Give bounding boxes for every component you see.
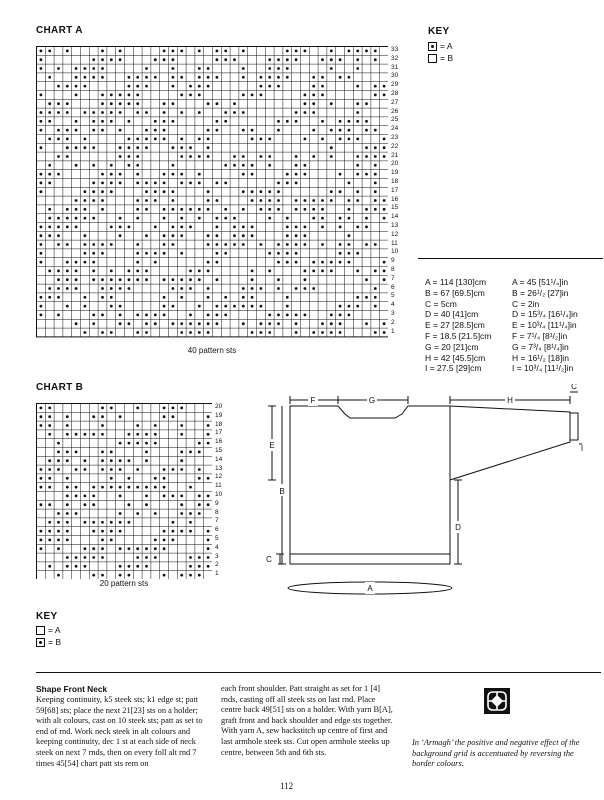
- schematic-label-c-cuff: C: [571, 384, 577, 391]
- chart-a-grid: [36, 46, 388, 344]
- row-label: 9: [215, 499, 219, 507]
- measurement-imperial: A = 45 [51¹/₄]in: [512, 277, 569, 287]
- measurement-imperial: D = 15³/₄ [16¹/₄]in: [512, 309, 578, 320]
- chart-a-width-label: 40 pattern sts: [187, 346, 237, 355]
- schematic-label-b: B: [279, 487, 285, 496]
- row-label: 8: [391, 266, 395, 273]
- row-label: 16: [215, 438, 223, 446]
- row-label: 28: [391, 90, 399, 97]
- row-label: 11: [391, 239, 398, 247]
- row-label: 16: [391, 195, 399, 203]
- schematic-label-c-rib: C: [266, 555, 272, 564]
- measurement-metric: G = 20 [21]cm: [425, 341, 479, 352]
- row-label: 21: [391, 151, 399, 159]
- measurement-imperial: B = 26¹/₂ [27]in: [512, 287, 569, 298]
- row-label: 1: [391, 327, 395, 335]
- row-label: 4: [391, 301, 395, 309]
- image-caption: In ‘Armagh’ the positive and negative effect of the background grid is accentuated by reversing the border colours.: [412, 738, 580, 769]
- key-b-dot-label: = B: [48, 637, 61, 647]
- measurement-metric: B = 67 [69.5]cm: [425, 287, 485, 298]
- measurement-imperial: F = 7¹/₄ [8¹/₂]in: [512, 330, 568, 341]
- row-label: 2: [215, 561, 219, 569]
- chart-b-title: CHART B: [36, 382, 84, 393]
- schematic-label-e: E: [269, 441, 275, 450]
- row-label: 13: [391, 222, 399, 229]
- chart-a: [36, 46, 399, 366]
- row-label: 15: [215, 447, 223, 454]
- measurement-metric: D = 40 [41]cm: [425, 309, 479, 320]
- row-label: 13: [215, 464, 223, 472]
- measurement-metric: H = 42 [45.5]cm: [425, 352, 486, 363]
- row-label: 19: [215, 411, 223, 419]
- measurement-metric: A = 114 [130]cm: [425, 277, 487, 287]
- chart-b: [36, 403, 236, 588]
- key-a-dot-label: = A: [440, 41, 453, 51]
- key-b-title: KEY: [36, 611, 58, 622]
- page-number: 112: [280, 781, 294, 791]
- measurement-imperial: I = 10³/₄ [11¹/₂]in: [512, 363, 574, 374]
- measurement-imperial: E = 10³/₄ [11¹/₄]in: [512, 320, 577, 331]
- row-label: 10: [391, 248, 399, 256]
- sleeve-cuff: [570, 413, 578, 440]
- measurement-imperial: H = 16¹/₂ [18]in: [512, 352, 569, 363]
- row-label: 26: [391, 107, 399, 115]
- row-label: 5: [215, 535, 219, 542]
- measurement-imperial: G = 7³/₄ [8¹/₄]in: [512, 341, 569, 352]
- row-label: 31: [391, 63, 399, 71]
- celtic-knot-icon: [484, 688, 510, 714]
- measurements-imperial: [512, 277, 578, 374]
- row-label: 6: [391, 283, 395, 291]
- measurement-imperial: C = 2in: [512, 298, 540, 309]
- row-label: 20: [215, 403, 223, 410]
- chart-a-title: CHART A: [36, 25, 83, 36]
- key-a-dot-icon: [428, 42, 437, 51]
- schematic-label-f: F: [310, 396, 316, 405]
- chart-a-row-labels: [391, 46, 403, 344]
- row-label: 2: [391, 318, 395, 326]
- row-label: 9: [391, 257, 395, 265]
- row-label: 14: [215, 455, 223, 463]
- row-label: 30: [391, 72, 399, 80]
- chart-b-row-labels: [215, 403, 227, 579]
- row-label: 10: [215, 491, 223, 498]
- measurements-metric: [425, 277, 491, 374]
- divider-line: [418, 258, 603, 259]
- key-a-blank-label: = B: [440, 53, 453, 63]
- row-label: 18: [215, 420, 223, 428]
- chart-b-width-label: 20 pattern sts: [99, 579, 149, 588]
- measurement-metric: I = 27.5 [29]cm: [425, 363, 482, 374]
- row-label: 12: [215, 473, 223, 481]
- key-a-blank-icon: [428, 54, 437, 63]
- row-label: 15: [391, 204, 399, 212]
- schematic-label-i: I: [580, 444, 584, 453]
- row-label: 11: [215, 482, 222, 490]
- row-label: 14: [391, 213, 399, 221]
- row-label: 12: [391, 230, 399, 238]
- instructions-column-2: each front shoulder. Patt straight as set for 1 [4] rnds, casting off all steek sts on last rnd. Place centre back 49[51] sts on a holder. With yarn B[A], graft front and back shoulder and edge sts together. With yarn A, sew backstitch up centre of first and last armhole steek sts. Cut open armhole steeks up centre, between 5th and 6th sts.: [221, 684, 393, 757]
- row-label: 20: [391, 160, 399, 168]
- row-label: 27: [391, 98, 399, 106]
- text-divider: [36, 672, 601, 673]
- schematic-label-d: D: [455, 523, 461, 532]
- sleeve-outline: [450, 406, 570, 480]
- row-label: 18: [391, 178, 399, 185]
- key-b: [36, 611, 61, 647]
- row-label: 7: [215, 517, 219, 525]
- schematic-label-g: G: [368, 396, 376, 405]
- key-a-title: KEY: [428, 26, 450, 37]
- measurement-metric: F = 18.5 [21.5]cm: [425, 330, 492, 341]
- row-label: 22: [391, 142, 399, 150]
- row-label: 8: [215, 508, 219, 516]
- row-label: 5: [391, 292, 395, 300]
- key-a: [428, 26, 453, 63]
- key-b-blank-label: = A: [48, 625, 61, 635]
- row-label: 3: [391, 310, 395, 317]
- key-b-blank-icon: [36, 626, 45, 635]
- schematic-label-a: A: [367, 584, 373, 593]
- shape-front-neck-heading: Shape Front Neck: [36, 684, 108, 694]
- schematic-label-h: H: [507, 396, 513, 405]
- key-b-dot-icon: [36, 638, 45, 647]
- row-label: 24: [391, 125, 399, 133]
- row-label: 33: [391, 46, 399, 53]
- row-label: 17: [391, 186, 399, 194]
- row-label: 4: [215, 543, 219, 551]
- row-label: 23: [391, 134, 399, 141]
- measurement-metric: E = 27 [28.5]cm: [425, 320, 485, 331]
- instructions-column-1: Keeping continuity, k5 steek sts; k1 edge st; patt 59[68] sts; place the next 21[23] sts on a holder; with alt colours, cast on 10 steek sts; patt as set to end of rnd. Work neck steek in alt colours and keeping continuity, dec 1 st at each side of neck steek on next 7 rnds, then on every foll alt rnd 7 times 45[54] chart patt sts rem on: [36, 695, 203, 768]
- row-label: 3: [215, 552, 219, 560]
- body-outline: [290, 406, 450, 564]
- garment-schematic: [250, 384, 600, 604]
- row-label: 17: [215, 429, 223, 437]
- measurement-metric: C = 5cm: [425, 298, 457, 309]
- chart-b-grid: [36, 403, 212, 579]
- row-label: 29: [391, 81, 399, 89]
- row-label: 1: [215, 570, 219, 578]
- row-label: 7: [391, 274, 395, 282]
- row-label: 32: [391, 54, 399, 62]
- row-label: 19: [391, 169, 399, 177]
- row-label: 6: [215, 526, 219, 534]
- row-label: 25: [391, 116, 399, 124]
